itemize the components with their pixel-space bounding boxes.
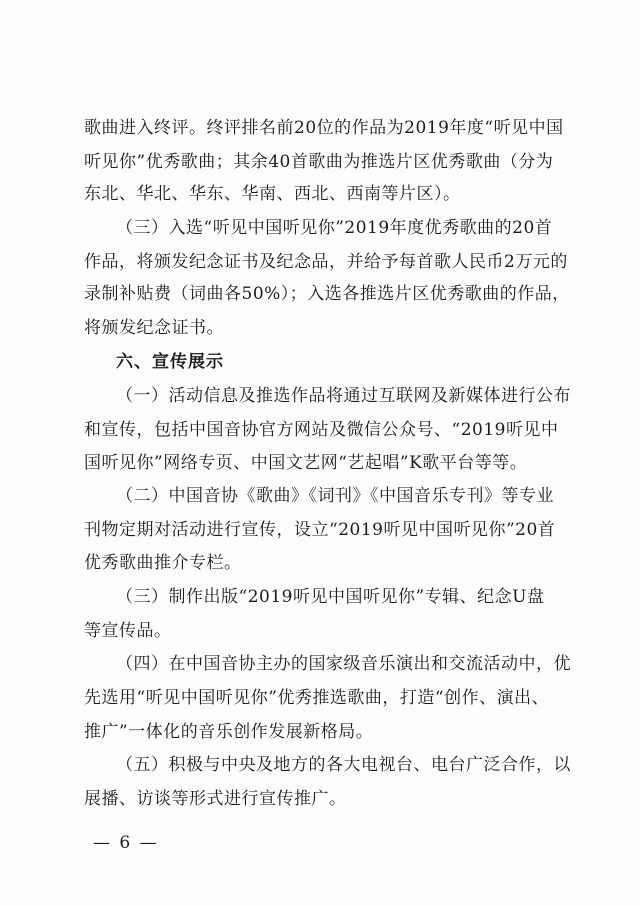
section-heading: 六、宣传展示 [116, 352, 224, 372]
body-text-line: （五）积极与中央及地方的各大电视台、电台广泛合作，以 [116, 755, 571, 775]
body-text-line: （二）中国音协《歌曲》《词刊》《中国音乐专刊》等专业 [116, 486, 554, 506]
body-text-line: 将颁发纪念证书。 [84, 318, 224, 338]
body-text-line: 东北、华北、华东、华南、西北、西南等片区）。 [84, 184, 461, 204]
body-text-line: 歌曲进入终评。终评排名前20位的作品为2019年度“听见中国 [84, 118, 564, 138]
body-text-line: 等宣传品。 [84, 621, 172, 641]
body-text-line: （四）在中国音协主办的国家级音乐演出和交流活动中，优 [116, 654, 571, 674]
body-text-line: 录制补贴费（词曲各50%）；入选各推选片区优秀歌曲的作品， [84, 284, 570, 304]
body-text-line: （三）制作出版“2019听见中国听见你”专辑、纪念U盘 [116, 587, 545, 607]
body-text-line: （一）活动信息及推选作品将通过互联网及新媒体进行公布 [116, 386, 571, 406]
body-text-line: 国听见你”网络专页、中国文艺网“艺起唱”K歌平台等等。 [84, 453, 528, 473]
body-text-line: 展播、访谈等形式进行宣传推广。 [84, 789, 347, 809]
body-text-line: 听见你”优秀歌曲；其余40首歌曲为推选片区优秀歌曲（分为 [84, 152, 554, 172]
body-text-line: 作品，将颁发纪念证书及纪念品，并给予每首歌人民币2万元的 [84, 252, 568, 272]
body-text-line: 推广”一体化的音乐创作发展新格局。 [84, 722, 374, 742]
body-text-line: 先选用“听见中国听见你”优秀推选歌曲，打造“创作、演出、 [84, 688, 550, 708]
body-text-line: 和宣传，包括中国音协官方网站及微信公众号、“2019听见中 [84, 420, 559, 440]
body-text-line: 刊物定期对活动进行宣传，设立“2019听见中国听见你”20首 [84, 520, 556, 540]
page-number: — 6 — [93, 833, 159, 853]
body-text-line: 优秀歌曲推介专栏。 [84, 553, 242, 573]
body-text-line: （三）入选“听见中国听见你”2019年度优秀歌曲的20首 [116, 218, 553, 238]
